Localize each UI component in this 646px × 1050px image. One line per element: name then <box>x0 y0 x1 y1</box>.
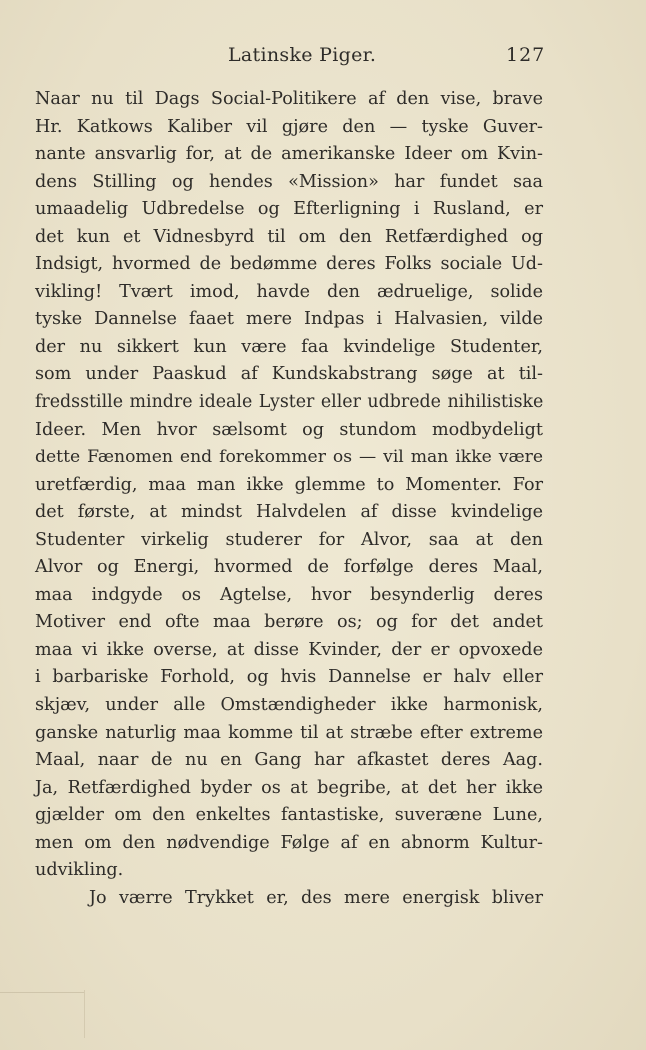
text-line: Motiver end ofte maa berøre os; og for det andet <box>35 612 543 633</box>
text-line: som under Paaskud af Kundskabstrang søge at til- <box>35 364 543 385</box>
text-line: uretfærdig, maa man ikke glemme to Momenter. For <box>35 474 543 495</box>
body-text <box>35 86 543 912</box>
running-title: Latinske Piger. <box>228 44 377 66</box>
text-line: nante ansvarlig for, at de amerikanske Ideer om Kvin- <box>35 144 543 165</box>
text-line: fredsstille mindre ideale Lyster eller udbrede nihilistiske <box>35 392 544 413</box>
text-line: Jo værre Trykket er, des mere energisk bliver <box>89 887 543 908</box>
text-line: der nu sikkert kun være faa kvindelige Studenter, <box>35 336 543 357</box>
text-line: Indsigt, hvormed de bedømme deres Folks sociale Ud- <box>35 254 543 275</box>
text-line: Studenter virkelig studerer for Alvor, saa at den <box>35 529 543 550</box>
text-line: Naar nu til Dags Social-Politikere af den vise, brave <box>35 89 543 109</box>
text-line: ganske naturlig maa komme til at stræbe efter extreme <box>35 722 543 743</box>
text-line: Ideer. Men hvor sælsomt og stundom modbydeligt <box>35 419 543 440</box>
page-header <box>0 44 646 74</box>
text-line: gjælder om den enkeltes fantastiske, suveræne Lune, <box>35 805 543 826</box>
text-line: men om den nødvendige Følge af en abnorm Kultur- <box>35 832 543 853</box>
text-line: Maal, naar de nu en Gang har afkastet deres Aag. <box>35 750 543 771</box>
text-line: i barbariske Forhold, og hvis Dannelse er halv eller <box>35 667 543 688</box>
text-line: umaadelig Udbredelse og Efterligning i Rusland, er <box>35 199 543 220</box>
text-line: Alvor og Energi, hvormed de forfølge deres Maal, <box>35 557 543 578</box>
text-line: dette Fænomen end forekommer os — vil man ikke være <box>35 447 543 468</box>
margin-rule-vertical <box>84 990 85 1038</box>
text-line: vikling! Tvært imod, havde den ædruelige, solide <box>35 281 543 302</box>
text-line: det kun et Vidnesbyrd til om den Retfærdighed og <box>35 226 543 247</box>
text-line: maa vi ikke overse, at disse Kvinder, der er opvoxede <box>35 639 543 660</box>
text-line: udvikling. <box>35 860 124 881</box>
text-line: Hr. Katkows Kaliber vil gjøre den — tyske Guver- <box>35 116 543 137</box>
text-line: Ja, Retfærdighed byder os at begribe, at det her ikke <box>35 777 543 798</box>
text-line: maa indgyde os Agtelse, hvor besynderlig deres <box>35 584 543 605</box>
text-line: dens Stilling og hendes «Mission» har fundet saa <box>35 171 543 192</box>
text-line: det første, at mindst Halvdelen af disse kvindelige <box>35 502 543 523</box>
margin-rule <box>0 992 84 993</box>
text-line: tyske Dannelse faaet mere Indpas i Halvasien, vilde <box>35 309 543 330</box>
text-line: skjæv, under alle Omstændigheder ikke harmonisk, <box>35 695 543 716</box>
page-number: 127 <box>506 44 546 66</box>
